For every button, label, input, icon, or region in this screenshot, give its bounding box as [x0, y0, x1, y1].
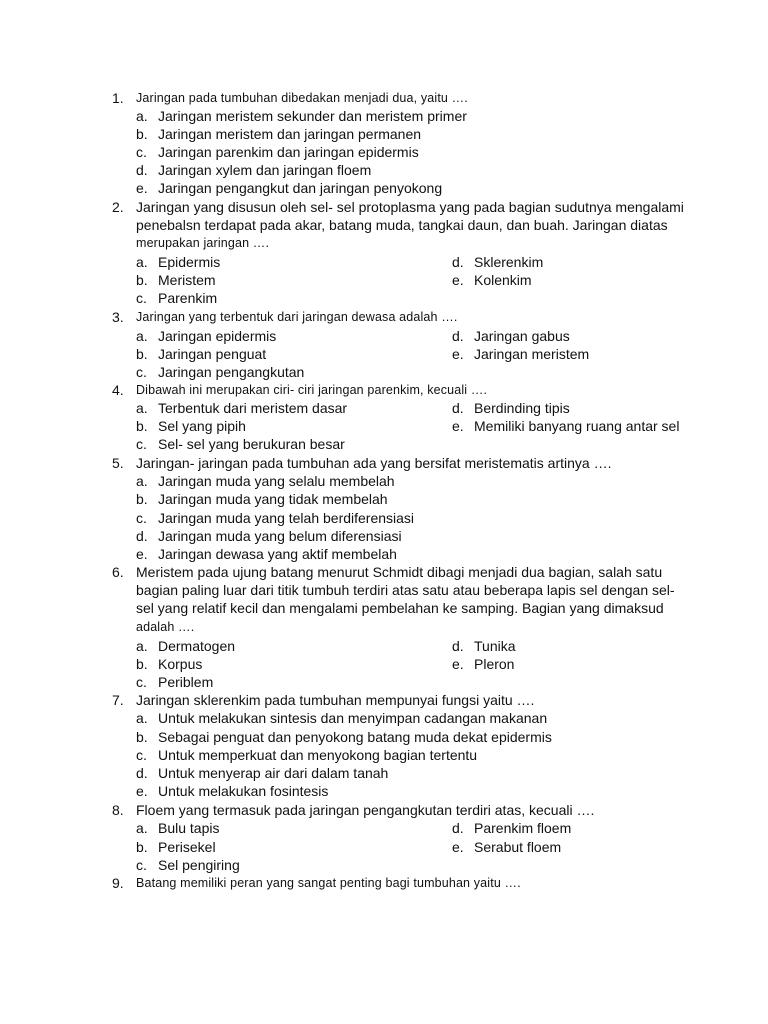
quiz-page: 1. Jaringan pada tumbuhan dibedakan menjadi dua, yaitu …. a. Jaringan meristem sekunder dan meristem primer b. Jaringan meristem dan jaringan permanen c. Jaringan parenkim dan jaringan epidermis d. Jaringan xylem dan jaringan floem e. Jaringan pengangkut dan jaringan penyokong 2. Jaringan yang disusun oleh sel- sel protoplasma yang pada bagian sudutnya mengalami penebalsn terdapat pada akar, batang muda, tangkai daun, dan buah. Jaringan diatas merupakan jaringan …. a. Epidermis d. Sklerenkim b. Meristem e. Kolenkim c. Parenkim 3. Jaringan yang terbentuk dari jaringan dewasa adalah …. a. Jaringan epidermis d. Jaringan gabus b. Jaringan penguat e. Jaringan meristem c. Jaringan pengangkutan 4. Dibawah ini merupakan ciri- ciri jaringan parenkim, kecuali …. a. Terbentuk dari meristem dasar d. Berdinding tipis b. Sel yang pipih e. Memiliki banyang ruang antar sel c. Sel- sel yang berukuran besar 5. Jaringan- jaringan pada tumbuhan ada yang bersifat meristematis artinya …. a. Jaringan muda yang selalu membelah b. Jaringan muda yang tidak membelah c. Jaringan muda yang telah berdiferensiasi d. Jaringan muda yang belum diferensiasi e. Jaringan dewasa yang aktif membelah 6. Meristem pada ujung batang menurut Schmidt dibagi menjadi dua bagian, salah satu bagian paling luar dari titik tumbuh terdiri atas satu atau beberapa lapis sel dengan sel- sel yang relatif kecil dan mengalami pembelahan ke samping. Bagian yang dimaksud adalah …. a. Dermatogen d. Tunika b. Korpus e. Pleron c. Periblem 7. Jaringan sklerenkim pada tumbuhan mempunyai fungsi yaitu …. a. Untuk melakukan sintesis dan menyimpan cadangan makanan b. Sebagai penguat dan penyokong batang muda dekat epidermis c. Untuk memperkuat dan menyokong bagian tertentu d. Untuk menyerap air dari dalam tanah e. Untuk melakukan fosintesis 8. Floem yang termasuk pada jaringan pengangkutan terdiri atas, kecuali …. a. Bulu tapis d. Parenkim floem b. Perisekel e. Serabut floem c. Sel pengiring 9. Batang memiliki peran yang sangat penting bagi tumbuhan yaitu ….: [112, 90, 684, 891]
question-text-line: penebalsn terdapat pada akar, batang muda, tangkai daun, dan buah. Jaringan diatas: [136, 217, 668, 233]
question-text-line: Meristem pada ujung batang menurut Schmidt dibagi menjadi dua bagian, salah satu: [136, 564, 663, 580]
question-text: Batang memiliki peran yang sangat penting bagi tumbuhan yaitu ….: [136, 876, 521, 890]
question-text-line: adalah ….: [136, 620, 195, 634]
question-number: 2.: [112, 199, 124, 215]
question-number: 3.: [112, 309, 124, 325]
question-number: 8.: [112, 802, 124, 818]
question-number: 7.: [112, 692, 124, 708]
question-text: Jaringan- jaringan pada tumbuhan ada yang bersifat meristematis artinya ….: [136, 455, 612, 471]
question-number: 6.: [112, 564, 124, 580]
question-text-line: Jaringan yang disusun oleh sel- sel protoplasma yang pada bagian sudutnya mengalami: [136, 199, 684, 215]
question-text: Floem yang termasuk pada jaringan pengangkutan terdiri atas, kecuali ….: [136, 802, 595, 818]
question-text-line: sel yang relatif kecil dan mengalami pembelahan ke samping. Bagian yang dimaksud: [136, 600, 664, 616]
question-number: 1.: [112, 90, 124, 106]
question-text: Jaringan yang terbentuk dari jaringan dewasa adalah ….: [136, 310, 458, 324]
question-text: Jaringan pada tumbuhan dibedakan menjadi dua, yaitu ….: [136, 91, 468, 105]
question-number: 5.: [112, 455, 124, 471]
question-text-line: bagian paling luar dari titik tumbuh terdiri atas satu atau beberapa lapis sel dengan sel-: [136, 582, 675, 598]
question-text: Dibawah ini merupakan ciri- ciri jaringan parenkim, kecuali ….: [136, 383, 488, 397]
question-text-line: merupakan jaringan ….: [136, 236, 270, 250]
question-text: Jaringan sklerenkim pada tumbuhan mempunyai fungsi yaitu ….: [136, 692, 535, 708]
question-number: 9.: [112, 875, 124, 891]
question-number: 4.: [112, 382, 124, 398]
